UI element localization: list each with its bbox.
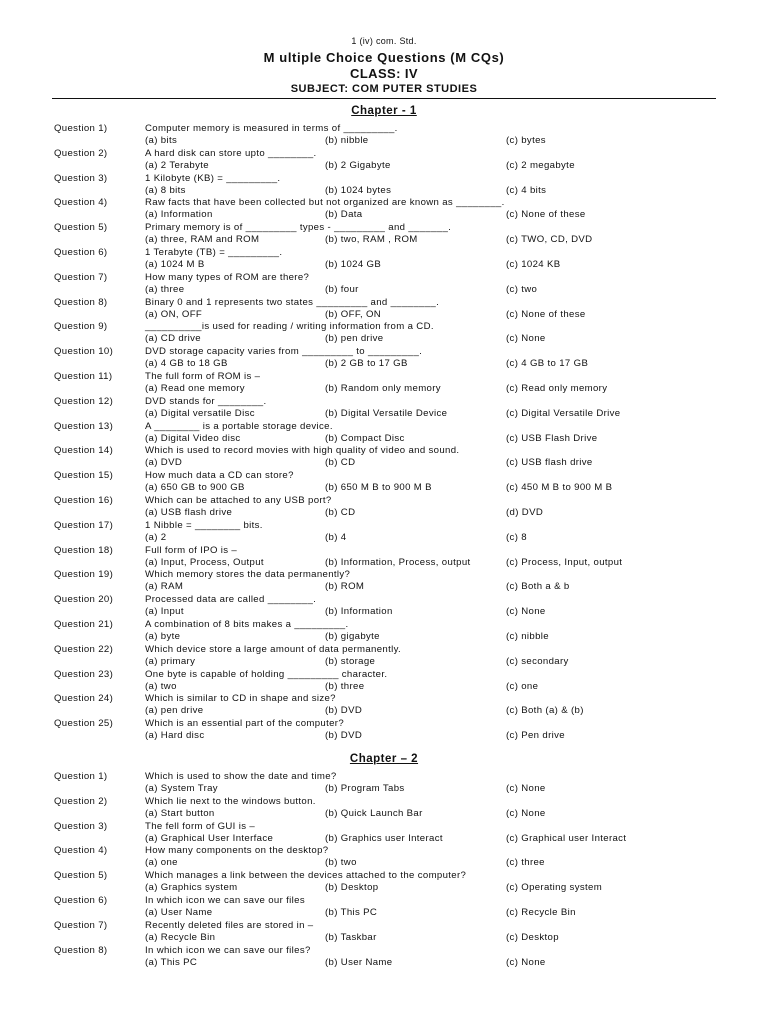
option-a: (a) User Name <box>145 906 213 918</box>
question-number: Question 19) <box>54 569 114 581</box>
question-number: Question 2) <box>54 795 108 807</box>
option-b: (b) four <box>325 283 359 295</box>
question-number: Question 5) <box>54 870 108 882</box>
question-text: Which device store a large amount of data permanently. <box>145 643 402 655</box>
option-a: (a) primary <box>145 655 196 667</box>
question-number: Question 8) <box>54 296 108 308</box>
option-b: (b) DVD <box>325 705 363 717</box>
question-number: Question 3) <box>54 820 108 832</box>
question-text: Binary 0 and 1 represents two states _________ and ________. <box>145 296 440 308</box>
option-b: (b) 2 GB to 17 GB <box>325 358 408 370</box>
question-number: Question 14) <box>54 445 114 457</box>
option-c: (c) nibble <box>506 630 549 642</box>
question-text: 1 Kilobyte (KB) = _________. <box>145 172 281 184</box>
question-item <box>0 195 768 220</box>
question-item <box>0 295 768 320</box>
option-c: (c) None <box>506 606 546 618</box>
question-text: Which is used to record movies with high quality of video and sound. <box>145 445 460 457</box>
question-item <box>0 543 768 568</box>
question-text: How much data a CD can store? <box>145 470 294 482</box>
question-number: Question 13) <box>54 420 114 432</box>
option-b: (b) two <box>325 857 357 869</box>
option-b: (b) 650 M B to 900 M B <box>325 482 432 494</box>
question-number: Question 23) <box>54 668 114 680</box>
question-text: Recently deleted files are stored in – <box>145 919 314 931</box>
option-b: (b) Taskbar <box>325 931 377 943</box>
question-item <box>0 667 768 692</box>
question-number: Question 7) <box>54 919 108 931</box>
question-text: Processed data are called ________. <box>145 594 317 606</box>
option-b: (b) Information, Process, output <box>325 556 471 568</box>
option-a: (a) one <box>145 857 178 869</box>
question-text: Which lie next to the windows button. <box>145 795 316 807</box>
question-number: Question 4) <box>54 197 108 209</box>
option-c: (d) DVD <box>506 506 544 518</box>
question-item <box>0 868 768 893</box>
option-c: (c) three <box>506 857 545 869</box>
option-a: (a) 4 GB to 18 GB <box>145 358 228 370</box>
question-text: How many types of ROM are there? <box>145 271 310 283</box>
question-text: In which icon we can save our files? <box>145 944 311 956</box>
option-a: (a) Digital Video disc <box>145 432 241 444</box>
option-a: (a) 650 GB to 900 GB <box>145 482 245 494</box>
subject-label: SUBJECT: COM PUTER STUDIES <box>290 83 478 95</box>
option-c: (c) None <box>506 783 546 794</box>
option-c: (c) Read only memory <box>506 382 608 394</box>
question-number: Question 11) <box>54 370 113 382</box>
option-a: (a) USB flash drive <box>145 506 233 518</box>
question-text: How many components on the desktop? <box>145 845 329 857</box>
question-text: __________is used for reading / writing information from a CD. <box>145 321 434 333</box>
question-text: DVD stands for ________. <box>145 395 267 407</box>
option-b: (b) User Name <box>325 956 393 968</box>
question-item <box>0 918 768 943</box>
option-a: (a) System Tray <box>145 783 218 794</box>
option-b: (b) Compact Disc <box>325 432 405 444</box>
option-a: (a) three <box>145 283 185 295</box>
question-number: Question 24) <box>54 693 114 705</box>
option-b: (b) CD <box>325 506 356 518</box>
question-item <box>0 245 768 270</box>
option-a: (a) pen drive <box>145 705 204 717</box>
question-item <box>0 943 768 968</box>
question-text: A hard disk can store upto ________. <box>145 147 317 159</box>
question-text: Which manages a link between the devices attached to the computer? <box>145 870 467 882</box>
question-text: Which memory stores the data permanently? <box>145 569 351 581</box>
question-item <box>0 443 768 468</box>
question-item <box>0 893 768 918</box>
standard-label: 1 (iv) com. Std. <box>351 36 417 46</box>
question-text: 1 Terabyte (TB) = _________. <box>145 246 283 258</box>
option-b: (b) 1024 GB <box>325 258 382 270</box>
question-text: Which is similar to CD in shape and size? <box>145 693 336 705</box>
question-text: DVD storage capacity varies from _________ to _________. <box>145 346 423 358</box>
question-item <box>0 220 768 245</box>
option-b: (b) Digital Versatile Device <box>325 407 448 419</box>
question-text: Computer memory is measured in terms of _________. <box>145 123 398 134</box>
class-label: CLASS: IV <box>350 66 418 81</box>
question-item <box>0 592 768 617</box>
option-a: (a) Start button <box>145 807 215 819</box>
option-b: (b) ROM <box>325 581 365 593</box>
option-c: (c) 2 megabyte <box>506 159 575 171</box>
option-b: (b) Quick Launch Bar <box>325 807 423 819</box>
option-b: (b) nibble <box>325 135 369 146</box>
chapter-heading <box>0 749 768 767</box>
question-item <box>0 716 768 741</box>
option-b: (b) Desktop <box>325 882 379 894</box>
option-c: (c) USB Flash Drive <box>506 432 598 444</box>
chapter-heading <box>0 101 768 119</box>
option-b: (b) Information <box>325 606 393 618</box>
option-b: (b) CD <box>325 457 356 469</box>
question-item <box>0 394 768 419</box>
option-c: (c) secondary <box>506 655 569 667</box>
question-item <box>0 146 768 171</box>
option-a: (a) three, RAM and ROM <box>145 234 260 246</box>
option-b: (b) Graphics user Interact <box>325 832 443 844</box>
question-number: Question 7) <box>54 271 108 283</box>
question-text: The full form of ROM is – <box>145 370 261 382</box>
question-number: Question 8) <box>54 944 108 956</box>
option-a: (a) This PC <box>145 956 198 968</box>
option-c: (c) None <box>506 333 546 345</box>
option-a: (a) 2 <box>145 531 167 543</box>
question-item <box>0 518 768 543</box>
option-a: (a) Information <box>145 209 213 221</box>
question-text: Which is an essential part of the computer? <box>145 718 345 730</box>
option-b: (b) Random only memory <box>325 382 441 394</box>
question-number: Question 10) <box>54 346 114 358</box>
question-item <box>0 468 768 493</box>
option-c: (c) Operating system <box>506 882 603 894</box>
question-number: Question 3) <box>54 172 108 184</box>
option-c: (c) 1024 KB <box>506 258 561 270</box>
question-text: Raw facts that have been collected but not organized are known as ________. <box>145 197 505 209</box>
option-c: (c) Recycle Bin <box>506 906 576 918</box>
question-number: Question 5) <box>54 222 108 234</box>
question-item <box>0 769 768 794</box>
option-b: (b) pen drive <box>325 333 384 345</box>
option-c: (c) two <box>506 283 538 295</box>
question-text: A combination of 8 bits makes a _________. <box>145 618 349 630</box>
chapter-title: Chapter – 2 <box>349 753 419 765</box>
question-text: Which is used to show the date and time? <box>145 771 337 782</box>
question-text: A ________ is a portable storage device. <box>145 420 333 432</box>
option-c: (c) 8 <box>506 531 527 543</box>
question-item <box>0 270 768 295</box>
question-number: Question 4) <box>54 845 108 857</box>
option-a: (a) Digital versatile Disc <box>145 407 255 419</box>
header-divider <box>52 98 716 99</box>
option-a: (a) RAM <box>145 581 184 593</box>
option-c: (c) USB flash drive <box>506 457 593 469</box>
question-text: The fell form of GUI is – <box>145 820 256 832</box>
option-b: (b) Data <box>325 209 363 221</box>
question-number: Question 18) <box>54 544 114 556</box>
option-b: (b) gigabyte <box>325 630 380 642</box>
option-a: (a) DVD <box>145 457 183 469</box>
option-b: (b) 4 <box>325 531 347 543</box>
question-item <box>0 319 768 344</box>
option-b: (b) This PC <box>325 906 378 918</box>
option-a: (a) 1024 M B <box>145 258 205 270</box>
option-c: (c) one <box>506 680 539 692</box>
option-b: (b) 2 Gigabyte <box>325 159 391 171</box>
document-title: M ultiple Choice Questions (M CQs) <box>263 50 505 65</box>
question-number: Question 2) <box>54 147 108 159</box>
option-c: (c) Pen drive <box>506 730 565 742</box>
question-number: Question 1) <box>54 123 108 134</box>
option-a: (a) 2 Terabyte <box>145 159 209 171</box>
question-item <box>0 642 768 667</box>
option-c: (c) 450 M B to 900 M B <box>506 482 613 494</box>
question-number: Question 12) <box>54 395 114 407</box>
option-a: (a) Read one memory <box>145 382 245 394</box>
question-number: Question 1) <box>54 771 108 782</box>
question-item <box>0 419 768 444</box>
option-c: (c) None of these <box>506 209 586 221</box>
question-item <box>0 617 768 642</box>
question-number: Question 22) <box>54 643 114 655</box>
option-c: (c) Digital Versatile Drive <box>506 407 621 419</box>
question-list <box>0 121 768 741</box>
question-item <box>0 794 768 819</box>
question-number: Question 21) <box>54 618 114 630</box>
option-c: (c) TWO, CD, DVD <box>506 234 593 246</box>
question-item <box>0 691 768 716</box>
option-c: (c) Process, Input, output <box>506 556 623 568</box>
option-b: (b) three <box>325 680 365 692</box>
question-number: Question 6) <box>54 246 108 258</box>
option-a: (a) CD drive <box>145 333 201 345</box>
option-c: (c) None <box>506 956 546 968</box>
option-a: (a) two <box>145 680 177 692</box>
option-c: (c) Both a & b <box>506 581 570 593</box>
question-number: Question 25) <box>54 718 114 730</box>
question-item <box>0 344 768 369</box>
question-number: Question 17) <box>54 519 114 531</box>
option-a: (a) Graphical User Interface <box>145 832 274 844</box>
option-c: (c) None of these <box>506 308 586 320</box>
chapter-title: Chapter - 1 <box>351 105 417 117</box>
option-a: (a) Input <box>145 606 184 618</box>
question-item <box>0 121 768 146</box>
question-item <box>0 567 768 592</box>
option-c: (c) 4 bits <box>506 184 547 196</box>
option-a: (a) Graphics system <box>145 882 238 894</box>
question-text: In which icon we can save our files <box>145 894 305 906</box>
option-c: (c) 4 GB to 17 GB <box>506 358 589 370</box>
question-number: Question 9) <box>54 321 108 333</box>
option-b: (b) OFF, ON <box>325 308 382 320</box>
option-a: (a) Recycle Bin <box>145 931 216 943</box>
option-c: (c) bytes <box>506 135 546 146</box>
option-a: (a) 8 bits <box>145 184 186 196</box>
question-text: Full form of IPO is – <box>145 544 238 556</box>
option-b: (b) 1024 bytes <box>325 184 392 196</box>
question-number: Question 16) <box>54 494 114 506</box>
option-a: (a) bits <box>145 135 178 146</box>
question-number: Question 20) <box>54 594 114 606</box>
option-c: (c) Desktop <box>506 931 559 943</box>
question-list <box>0 769 768 967</box>
option-b: (b) Program Tabs <box>325 783 405 794</box>
option-a: (a) byte <box>145 630 181 642</box>
question-item <box>0 843 768 868</box>
question-item <box>0 171 768 196</box>
option-b: (b) two, RAM , ROM <box>325 234 418 246</box>
option-c: (c) None <box>506 807 546 819</box>
question-item <box>0 369 768 394</box>
question-text: One byte is capable of holding _________ character. <box>145 668 388 680</box>
option-a: (a) ON, OFF <box>145 308 203 320</box>
option-a: (a) Hard disc <box>145 730 205 742</box>
option-b: (b) DVD <box>325 730 363 742</box>
option-c: (c) Both (a) & (b) <box>506 705 584 717</box>
question-text: Which can be attached to any USB port? <box>145 494 332 506</box>
question-item <box>0 493 768 518</box>
question-text: 1 Nibble = ________ bits. <box>145 519 263 531</box>
option-b: (b) storage <box>325 655 376 667</box>
question-number: Question 6) <box>54 894 108 906</box>
question-number: Question 15) <box>54 470 114 482</box>
option-a: (a) Input, Process, Output <box>145 556 264 568</box>
option-c: (c) Graphical user Interact <box>506 832 627 844</box>
question-text: Primary memory is of _________ types - _________ and _______. <box>145 222 452 234</box>
question-item <box>0 819 768 844</box>
